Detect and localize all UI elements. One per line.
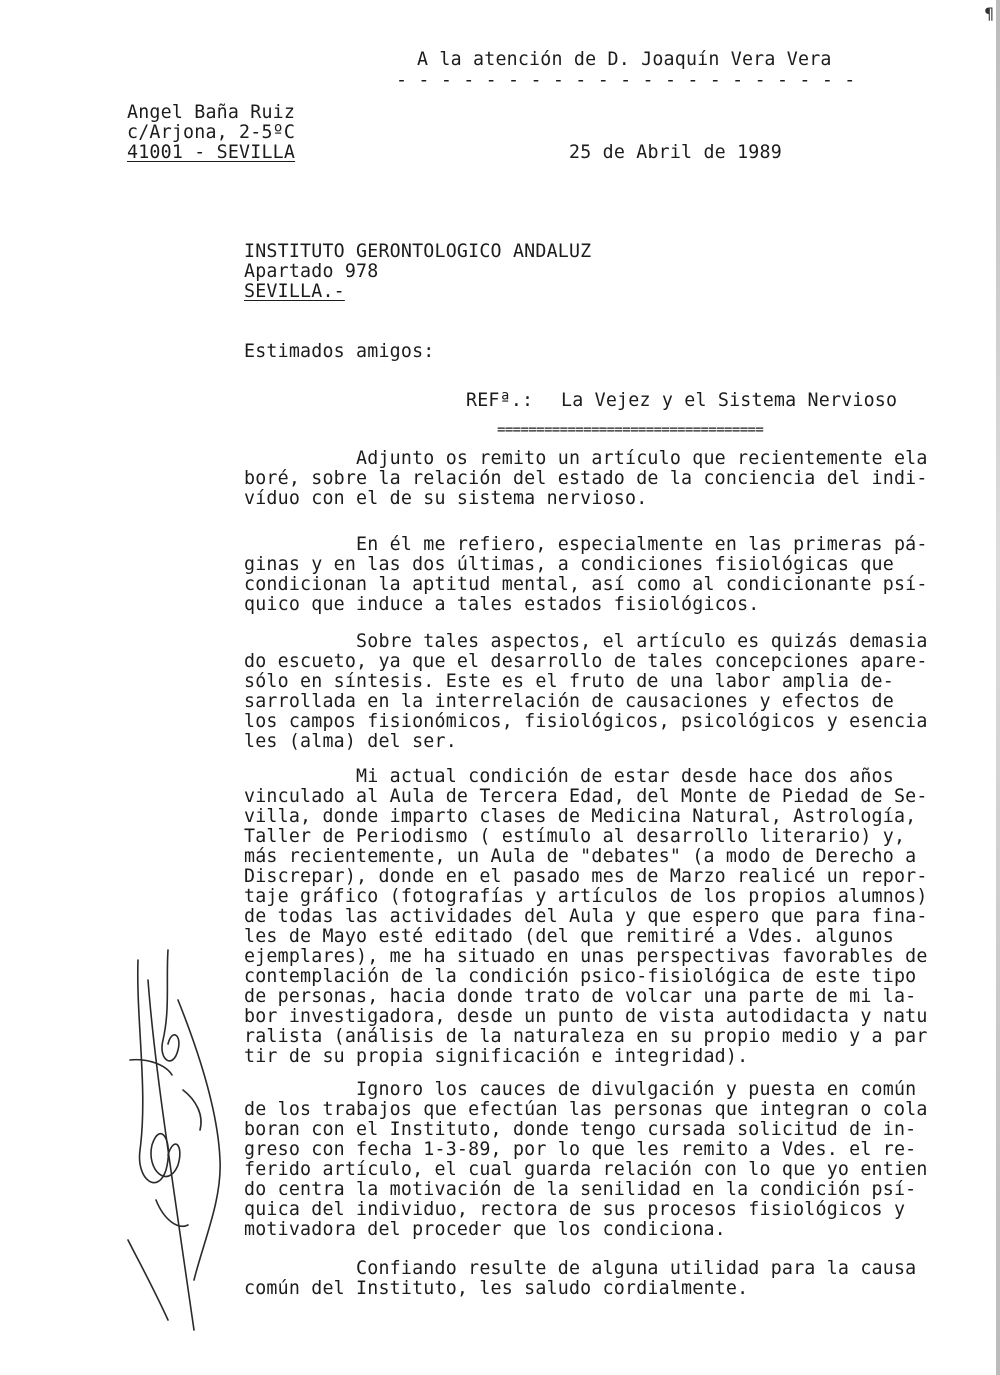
paragraph-line: más recientemente, un Aula de "debates" (a modo de Derecho a <box>244 846 917 867</box>
paragraph-line: Ignoro los cauces de divulgación y puesta en común <box>244 1079 917 1100</box>
paragraph-line: do escueto, ya que el desarrollo de tales concepciones apare- <box>244 651 928 672</box>
paragraph-line: sarrollada en la interrelación de causaciones y efectos de <box>244 691 894 712</box>
paragraph-line: bor investigadora, desde un punto de vista autodidacta y natu <box>244 1006 928 1027</box>
paragraph-line: Mi actual condición de estar desde hace dos años <box>244 766 894 787</box>
paragraph-line: común del Instituto, les saludo cordialmente. <box>244 1278 749 1299</box>
paragraph-line: ralista (análisis de la naturaleza en su propio medio y a par <box>244 1026 928 1047</box>
sender-city: 41001 - SEVILLA <box>127 142 296 163</box>
paragraph-line: taje gráfico (fotografías y artículos de los propios alumnos) <box>244 886 928 907</box>
paragraph-line: les de Mayo esté editado (del que remitiré a Vdes. algunos <box>244 926 894 947</box>
body-paragraph <box>244 632 964 752</box>
paragraph-line: de los trabajos que efectúan las personas que integran o cola <box>244 1099 928 1120</box>
body-paragraph <box>244 1259 964 1299</box>
reference-title: La Vejez y el Sistema Nervioso <box>561 390 898 411</box>
recipient-box: Apartado 978 <box>244 261 379 282</box>
paragraph-line: Discrepar), donde en el pasado mes de Marzo realicé un repor- <box>244 866 928 887</box>
paragraph-line: Taller de Periodismo ( estímulo al desarrollo literario) y, <box>244 826 906 847</box>
reference-rule: ================================== <box>497 422 764 438</box>
paragraph-line: motivadora del proceder que los condiciona. <box>244 1219 726 1240</box>
recipient-city: SEVILLA.- <box>244 281 345 302</box>
paragraph-line: sólo en síntesis. Este es el fruto de una labor amplia de- <box>244 671 894 692</box>
paragraph-line: ginas y en las dos últimas, a condiciones fisiológicas que <box>244 554 894 575</box>
paragraph-line: Adjunto os remito un artículo que recientemente ela <box>244 448 928 469</box>
paragraph-line: contemplación de la condición psico-fisiológica de este tipo <box>244 966 917 987</box>
paragraph-line: los campos fisionómicos, fisiológicos, psicológicos y esencia <box>244 711 928 732</box>
paragraph-line: greso con fecha 1-3-89, por lo que les remito a Vdes. el re- <box>244 1139 917 1160</box>
paragraph-line: ejemplares), me ha situado en unas perspectivas favorables de <box>244 946 928 967</box>
paragraph-line: de todas las actividades del Aula y que espero que para fina- <box>244 906 928 927</box>
body-paragraph <box>244 767 964 1067</box>
paragraph-line: les (alma) del ser. <box>244 731 457 752</box>
recipient-name: INSTITUTO GERONTOLOGICO ANDALUZ <box>244 241 592 262</box>
paragraph-line: do centra la motivación de la senilidad en la condición psí- <box>244 1179 917 1200</box>
paragraph-line: víduo con el de su sistema nervioso. <box>244 488 648 509</box>
body-paragraph <box>244 1080 964 1240</box>
paragraph-line: Confiando resulte de alguna utilidad para la causa <box>244 1258 917 1279</box>
attention-dashes: - - - - - - - - - - - - - - - - - - - - - <box>396 70 856 91</box>
paragraph-line: boré, sobre la relación del estado de la conciencia del indi- <box>244 468 928 489</box>
corner-mark: ¶ <box>984 4 994 23</box>
paragraph-line: de personas, hacia donde trato de volcar una parte de mi la- <box>244 986 917 1007</box>
sender-name: Angel Baña Ruiz <box>127 102 296 123</box>
sender-street: c/Arjona, 2-5ºC <box>127 122 296 143</box>
paragraph-line: boran con el Instituto, donde tengo cursada solicitud de in- <box>244 1119 917 1140</box>
attention-line: A la atención de D. Joaquín Vera Vera <box>417 49 832 70</box>
paragraph-line: quico que induce a tales estados fisiológicos. <box>244 594 760 615</box>
body-paragraph <box>244 535 964 615</box>
paragraph-line: vinculado al Aula de Tercera Edad, del Monte de Piedad de Se- <box>244 786 928 807</box>
paragraph-line: tir de su propia significación e integridad). <box>244 1046 749 1067</box>
signature-icon <box>108 940 238 1340</box>
letter-date: 25 de Abril de 1989 <box>569 142 782 163</box>
greeting: Estimados amigos: <box>244 341 435 362</box>
paragraph-line: ferido artículo, el cual guarda relación con lo que yo entien <box>244 1159 928 1180</box>
scan-edge <box>996 0 1000 1375</box>
paragraph-line: condicionan la aptitud mental, así como al condicionante psí- <box>244 574 928 595</box>
body-paragraph <box>244 449 964 509</box>
paragraph-line: quica del individuo, rectora de sus procesos fisiológicos y <box>244 1199 906 1220</box>
paragraph-line: Sobre tales aspectos, el artículo es quizás demasia <box>244 631 928 652</box>
paragraph-line: En él me refiero, especialmente en las primeras pá- <box>244 534 928 555</box>
paragraph-line: villa, donde imparto clases de Medicina Natural, Astrología, <box>244 806 917 827</box>
reference-label: REFª.: <box>466 390 534 411</box>
